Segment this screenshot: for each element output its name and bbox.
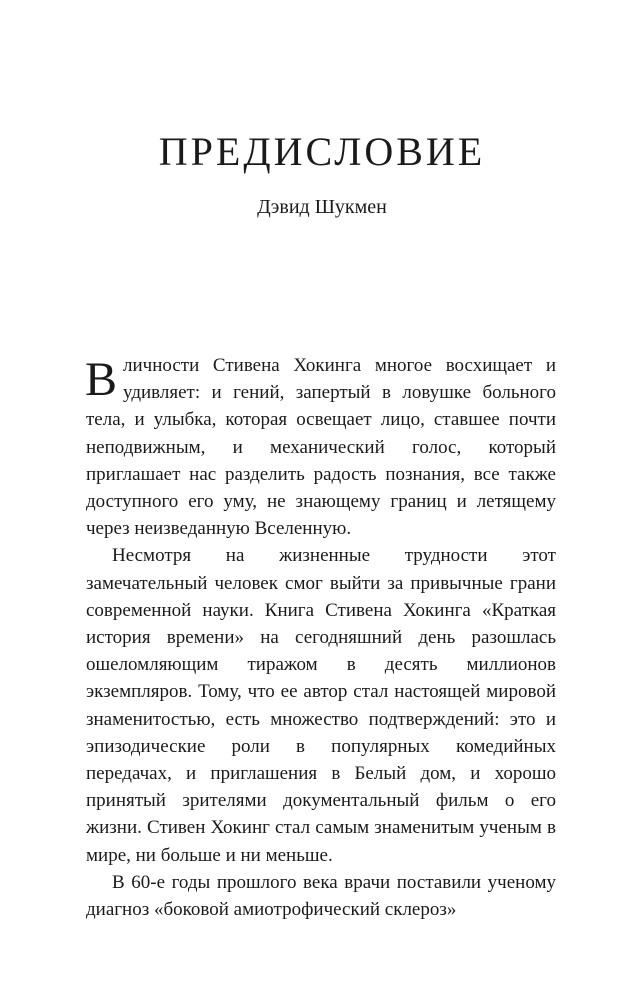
paragraph xyxy=(86,352,556,542)
chapter-body xyxy=(86,352,556,923)
chapter-author: Дэвид Шукмен xyxy=(257,196,387,218)
drop-cap: В xyxy=(85,353,118,406)
chapter-title: ПРЕДИСЛОВИЕ xyxy=(158,129,486,174)
paragraph: Несмотря на жизненные трудности этот замечательный человек смог выйти за привычные грани современной науки. Книга Стивена Хокинга «Краткая история времени» на сегодняшний день разошлась ошеломляющим тиражом в десять миллионов экземпляров. Тому, что ее автор стал настоящей мировой знаменитостью, есть множество подтверждений: это и эпизодические роли в популярных комедийных передачах, и приглашения в Белый дом, и хорошо принятый зрителями документальный фильм о его жизни. Стивен Хокинг стал самым знаменитым ученым в мире, ни больше и ни меньше. xyxy=(86,545,556,866)
paragraph: В 60-е годы прошлого века врачи поставили ученому диагноз «боковой амиотрофический склероз» xyxy=(86,871,556,921)
paragraph-1-text: личности Стивена Хокинга многое восхищает и удивляет: и гений, запертый в ловушке больного тела, и улыбка, которая освещает лицо, ставшее почти неподвижным, и механический голос, который приглашает нас разделить радость познания, все также доступного его уму, не знающему границ и летящему через неизведанную Вселенную. xyxy=(86,355,556,540)
